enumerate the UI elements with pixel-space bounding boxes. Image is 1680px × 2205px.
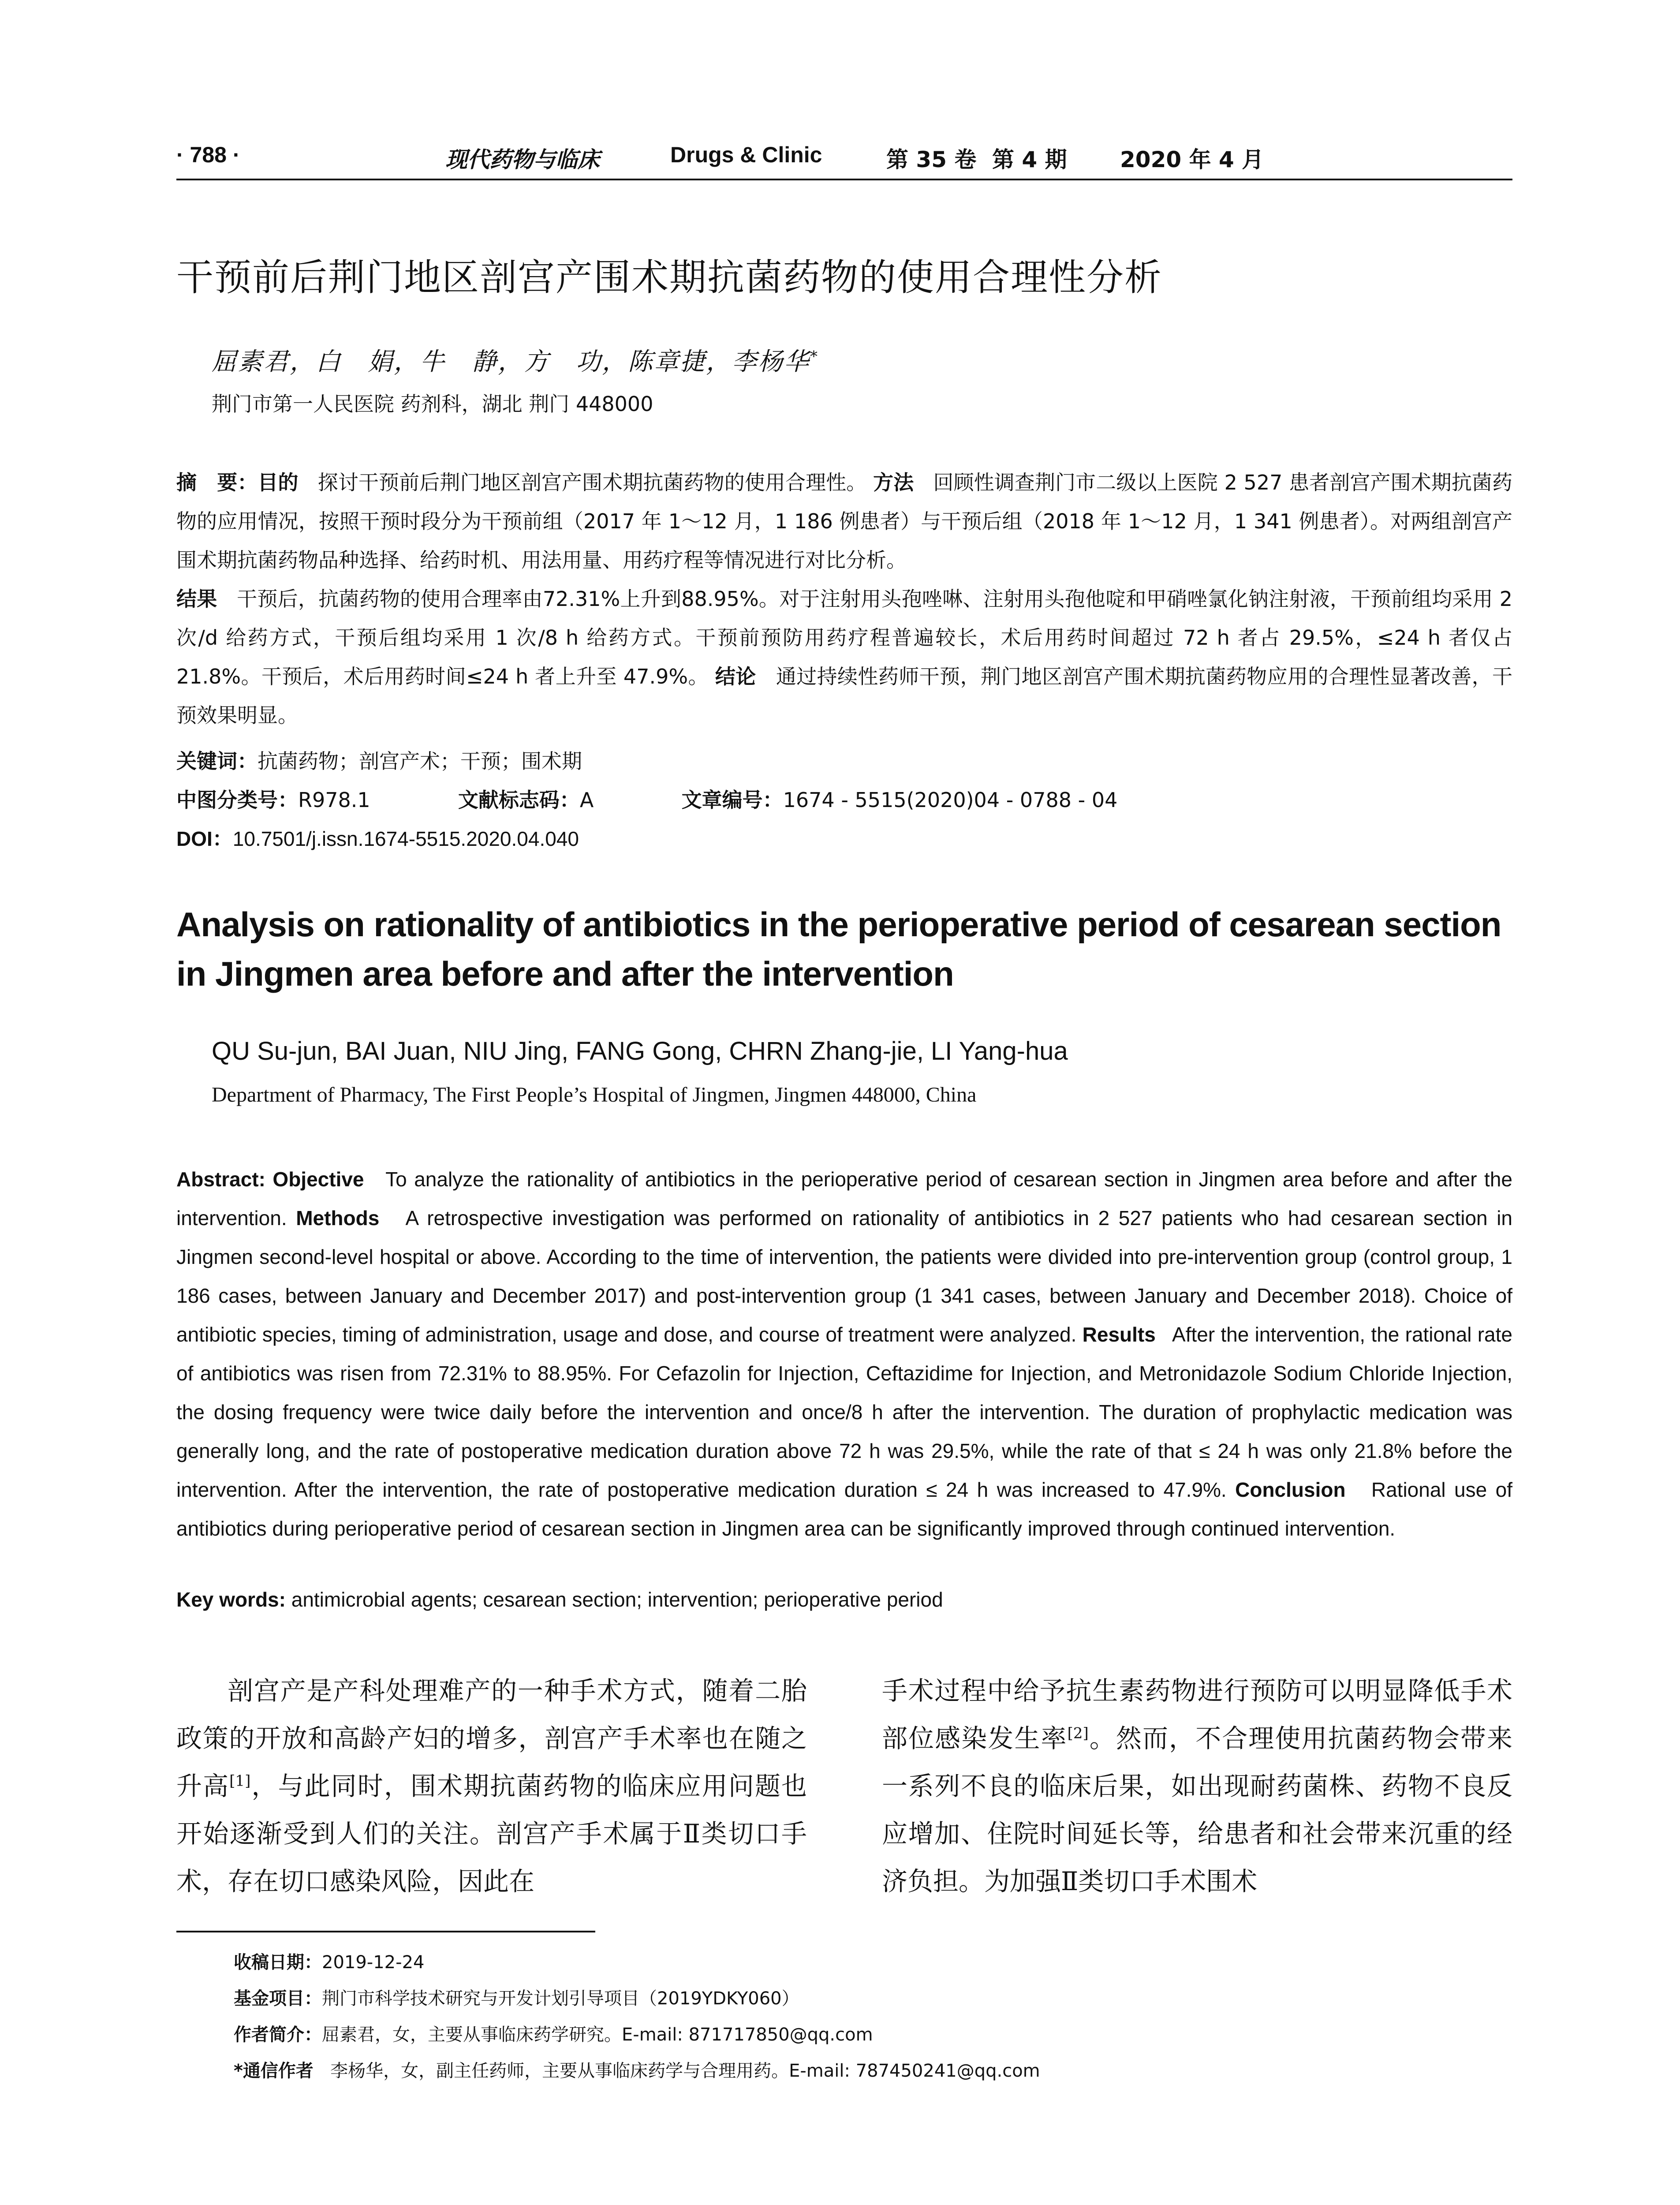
- doc-code-label: 文献标志码：: [458, 788, 580, 812]
- abstract-en: [176, 1160, 1512, 1548]
- journal-name-en: Drugs & Clinic: [670, 142, 822, 167]
- article-title-zh: 干预前后荆门地区剖宫产围术期抗菌药物的使用合理性分析: [176, 256, 1163, 299]
- received-value: 2019-12-24: [322, 1952, 425, 1973]
- citation-1[interactable]: [1]: [229, 1772, 251, 1790]
- abstract-zh-objective-label: 目的: [258, 471, 299, 494]
- clc-value: R978.1: [298, 788, 370, 812]
- body-left-text-a: 剖宫产是产科处理难产的一种手术方式，随着二胎政策的开放和高龄产妇的增多，剖宫产手术率也在随之升高: [176, 1676, 807, 1801]
- footnote-author: [234, 2021, 873, 2046]
- corresponding-mark: *: [810, 348, 819, 366]
- doi-line: [176, 823, 579, 852]
- doi-label: DOI：: [176, 827, 233, 850]
- affiliation-zh: 荆门市第一人民医院 药剂科，湖北 荆门 448000: [212, 392, 653, 416]
- abstract-zh-objective: 探讨干预前后荆门地区剖宫产围术期抗菌药物的使用合理性。: [317, 471, 867, 494]
- article-number-label: 文章编号：: [681, 788, 783, 812]
- affiliation-en: Department of Pharmacy, The First People’s Hospital of Jingmen, Jingmen 448000, China: [212, 1083, 977, 1106]
- authors-zh-names: 屈素君，白 娟，牛 静，方 功，陈章捷，李杨华: [212, 348, 810, 376]
- authors-zh: [212, 342, 819, 377]
- authors-en: QU Su-jun, BAI Juan, NIU Jing, FANG Gong, CHRN Zhang-jie, LI Yang-hua: [212, 1037, 1068, 1065]
- citation-2[interactable]: [2]: [1067, 1724, 1089, 1742]
- abstract-en-results-label: Results: [1082, 1323, 1156, 1346]
- doc-code-value: A: [579, 788, 594, 812]
- body-column-left: [176, 1667, 807, 1905]
- abstract-zh-conclusion-label: 结论: [715, 665, 756, 688]
- abstract-en-conclusion-label: Conclusion: [1235, 1478, 1346, 1501]
- abstract-en-objective-label: Objective: [273, 1168, 364, 1191]
- abstract-en-results: After the intervention, the rational rate of antibiotics was risen from 72.31% to 88.95%. For Cefazolin for Injection, Ceftazidime for Injection, and Metronidazole Sodium Chloride Injection, the dosing frequency were twice daily before the intervention and once/8 h after the intervention. The duration of prophylactic medication was generally long, and the rate of postoperative medication duration above 72 h was 29.5%, while the rate of that ≤ 24 h was only 21.8% before the intervention. After the intervention, the rate of postoperative medication duration ≤ 24 h was increased to 47.9%.: [176, 1323, 1513, 1501]
- journal-volume: 第 35 卷: [886, 147, 977, 172]
- received-label: 收稿日期：: [234, 1952, 322, 1973]
- fund-label: 基金项目：: [234, 1988, 322, 2009]
- keywords-zh: [176, 745, 582, 774]
- header-rule: [176, 179, 1512, 180]
- abstract-zh-methods: 回顾性调查荆门市二级以上医院 2 527 患者剖宫产围术期抗菌药物的应用情况，按照干预时段分为干预前组（2017 年 1～12 月，1 186 例患者）与干预后组（2018 年 1～12 月，1 341 例患者）。对两组剖宫产围术期抗菌药物品种选择、给药时机、用法用量、用药疗程等情况进行对比分析。: [176, 471, 1513, 572]
- corresponding-value: 李杨华，女，副主任药师，主要从事临床药学与合理用药。E-mail: 787450241@qq.com: [330, 2061, 1040, 2081]
- corresponding-label: *通信作者: [234, 2061, 314, 2081]
- abstract-zh-conclusion: 通过持续性药师干预，荆门地区剖宫产围术期抗菌药物应用的合理性显著改善，干预效果明显。: [176, 665, 1513, 727]
- clc-label: 中图分类号：: [176, 788, 298, 812]
- abstract-en-methods-label: Methods: [296, 1207, 380, 1230]
- author-bio-value: 屈素君，女，主要从事临床药学研究。E-mail: 871717850@qq.com: [322, 2025, 873, 2045]
- keywords-en-value: antimicrobial agents; cesarean section; intervention; perioperative period: [291, 1588, 943, 1611]
- journal-name-zh: 现代药物与临床: [445, 147, 600, 172]
- doi-value: 10.7501/j.issn.1674-5515.2020.04.040: [232, 827, 579, 850]
- footnote-corresponding: [234, 2057, 1040, 2082]
- body-column-right: [882, 1667, 1512, 1905]
- keywords-zh-label: 关键词：: [176, 749, 258, 773]
- abstract-en-conclusion: Rational use of antibiotics during perioperative period of cesarean section in Jingmen area can be significantly improved through continued intervention.: [176, 1478, 1512, 1540]
- page-number: · 788 ·: [176, 142, 240, 167]
- footnote-rule: [176, 1931, 595, 1932]
- body-left-text-b: ，与此同时，围术期抗菌药物的临床应用问题也开始逐渐受到人们的关注。剖宫产手术属于Ⅱ类切口手术，存在切口感染风险，因此在: [176, 1771, 807, 1896]
- abstract-zh-label: 摘 要：: [176, 471, 258, 494]
- abstract-zh-methods-label: 方法: [873, 471, 914, 494]
- keywords-zh-value: 抗菌药物；剖宫产术；干预；围术期: [258, 749, 582, 773]
- fund-value: 荆门市科学技术研究与开发计划引导项目（2019YDKY060）: [322, 1988, 799, 2009]
- journal-date: 2020 年 4 月: [1120, 147, 1264, 172]
- article-title-en: Analysis on rationality of antibiotics in the perioperative period of cesarean section in Jingmen area before and after the intervention: [176, 905, 1501, 993]
- abstract-zh-results: 干预后，抗菌药物的使用合理率由72.31%上升到88.95%。对于注射用头孢唑啉、注射用头孢他啶和甲硝唑氯化钠注射液，干预前组均采用 2 次/d 给药方式，干预后组均采用 1 次/8 h 给药方式。干预前预防用药疗程普遍较长，术后用药时间超过 72 h 者占 29.5%，≤24 h 者仅占 21.8%。干预后，术后用药时间≤24 h 者上升至 47.9%。: [176, 587, 1513, 688]
- keywords-en: [176, 1588, 943, 1611]
- abstract-en-methods: A retrospective investigation was performed on rationality of antibiotics in 2 527 patients who had cesarean section in Jingmen second-level hospital or above. According to the time of intervention, the patients were divided into pre-intervention group (control group, 1 186 cases, between January and December 2017) and post-intervention group (1 341 cases, between January and December 2018). Choice of antibiotic species, timing of administration, usage and dose, and course of treatment were analyzed.: [176, 1207, 1512, 1346]
- article-number-value: 1674 - 5515(2020)04 - 0788 - 04: [783, 788, 1118, 812]
- abstract-zh-results-label: 结果: [176, 587, 217, 611]
- body-right-text-b: 。然而，不合理使用抗菌药物会带来一系列不良的临床后果，如出现耐药菌株、药物不良反应增加、住院时间延长等，给患者和社会带来沉重的经济负担。为加强Ⅱ类切口手术围术: [882, 1723, 1512, 1896]
- keywords-en-label: Key words:: [176, 1588, 286, 1611]
- abstract-en-label: Abstract:: [176, 1168, 265, 1191]
- body-right-text-a: 手术过程中给予抗生素药物进行预防可以明显降低手术部位感染发生率: [882, 1676, 1512, 1753]
- classification-line: [176, 784, 1117, 813]
- footnote-received: [234, 1948, 424, 1973]
- journal-issue: 第 4 期: [992, 147, 1067, 172]
- author-bio-label: 作者简介：: [234, 2025, 322, 2045]
- footnote-fund: [234, 1984, 799, 2010]
- abstract-en-objective: To analyze the rationality of antibiotics in the perioperative period of cesarean section in Jingmen area before and after the intervention.: [176, 1168, 1512, 1230]
- abstract-zh: [176, 463, 1512, 735]
